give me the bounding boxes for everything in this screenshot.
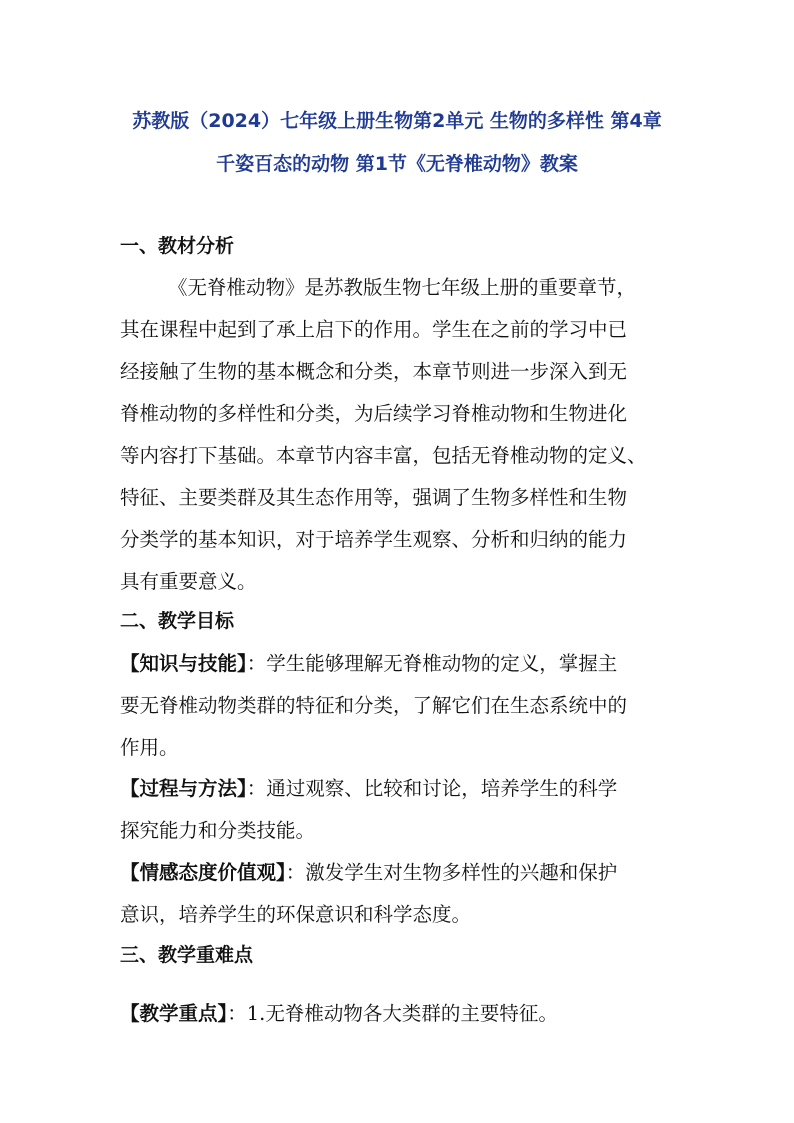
keypoint-text: ：1.无脊椎动物各大类群的主要特征。 [227,1002,558,1025]
paragraph-line: 等内容打下基础。本章节内容丰富，包括无脊椎动物的定义、 [120,444,647,467]
objective-knowledge-label: 【知识与技能】 [120,652,247,675]
objective-emotion-line-1 [120,857,617,885]
paragraph-line: 《无脊椎动物》是苏教版生物七年级上册的重要章节， [168,276,637,299]
objective-process-label: 【过程与方法】 [120,777,247,800]
section-heading-teaching-objectives: 二、教学目标 [120,610,235,632]
paragraph-line: 脊椎动物的多样性和分类，为后续学习脊椎动物和生物进化 [120,402,628,425]
objective-knowledge-text: ：学生能够理解无脊椎动物的定义，掌握主 [246,652,618,675]
paragraph-line: 其在课程中起到了承上启下的作用。学生在之前的学习中已 [120,318,628,341]
objective-emotion-text: ：激发学生对生物多样性的兴趣和保护 [285,861,618,884]
keypoint-label: 【教学重点】 [120,1002,228,1025]
objective-process-line-2: 探究能力和分类技能。 [120,819,316,842]
paragraph-line: 具有重要意义。 [120,570,257,593]
objective-emotion-label: 【情感态度价值观】 [120,861,286,884]
keypoint-line-1 [120,998,558,1026]
paragraph-line: 经接触了生物的基本概念和分类，本章节则进一步深入到无 [120,360,628,383]
objective-knowledge-line-2: 要无脊椎动物类群的特征和分类，了解它们在生态系统中的 [120,694,628,717]
document-title-line-1: 苏教版（2024）七年级上册生物第2单元 生物的多样性 第4章 [132,110,662,132]
objective-process-line-1 [120,773,617,801]
section-heading-key-difficult-points: 三、教学重难点 [120,944,254,966]
objective-knowledge-line-1 [120,648,617,676]
document-title-line-2: 千姿百态的动物 第1节《无脊椎动物》教案 [216,153,578,175]
paragraph-line: 分类学的基本知识，对于培养学生观察、分析和归纳的能力 [120,528,628,551]
section-heading-textbook-analysis: 一、教材分析 [120,235,235,257]
paragraph-line: 特征、主要类群及其生态作用等，强调了生物多样性和生物 [120,486,628,509]
objective-emotion-line-2: 意识，培养学生的环保意识和科学态度。 [120,903,472,926]
objective-process-text: ：通过观察、比较和讨论，培养学生的科学 [246,777,618,800]
objective-knowledge-line-3: 作用。 [120,736,179,759]
